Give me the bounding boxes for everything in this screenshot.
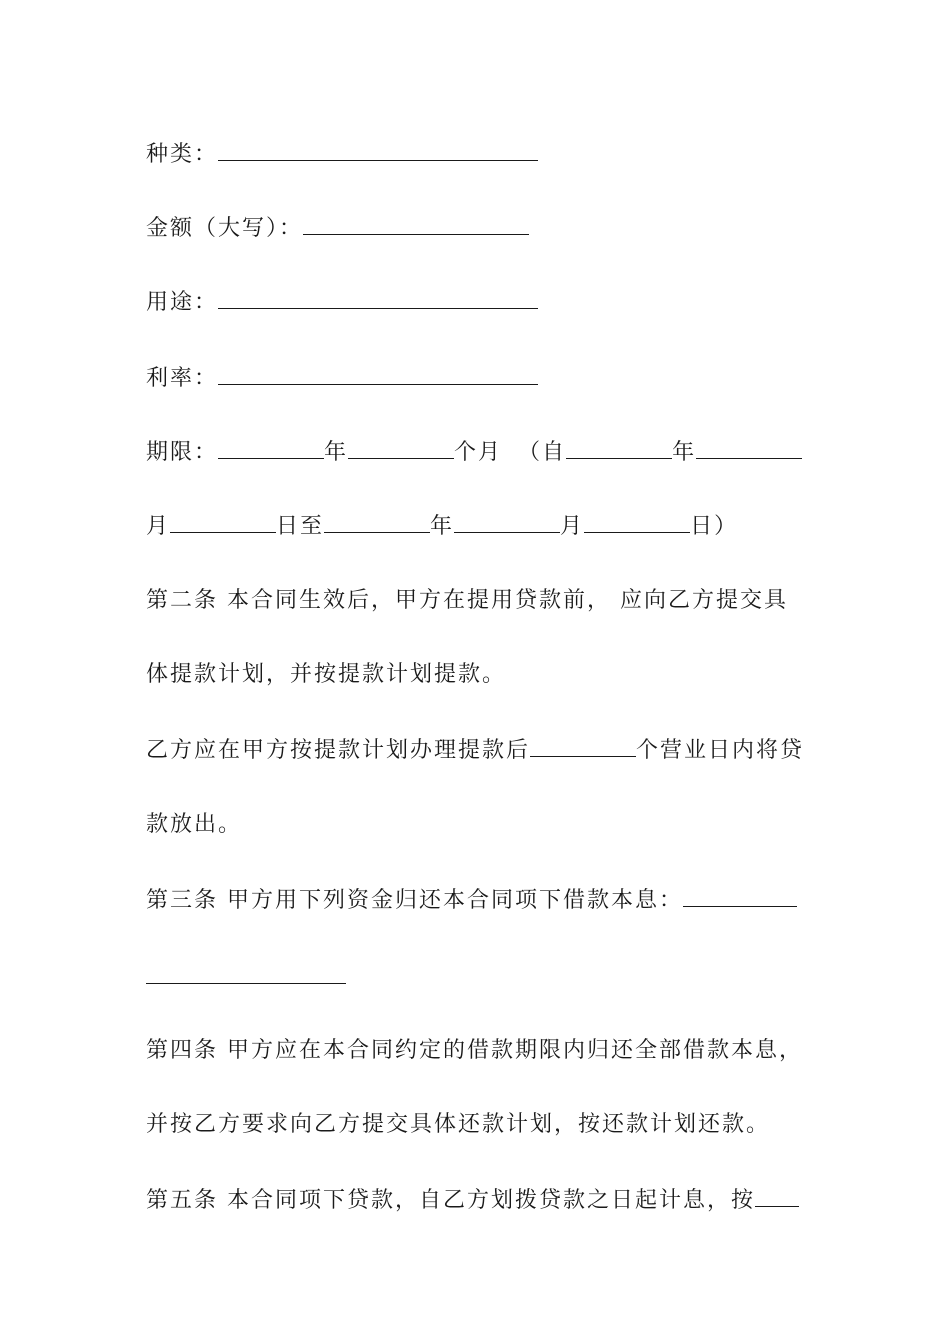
- term-months-char: 个月: [454, 440, 503, 465]
- end-year-blank[interactable]: [324, 510, 430, 533]
- start-day-blank[interactable]: [170, 510, 276, 533]
- type-label: 种类：: [146, 142, 219, 167]
- repayment-source-blank-cont[interactable]: [146, 982, 346, 984]
- article4-line1: 第四条 甲方应在本合同约定的借款期限内归还全部借款本息，: [146, 1038, 803, 1063]
- rate-field-row: [146, 362, 538, 394]
- day-to-char: 日至: [276, 514, 325, 539]
- rate-label: 利率：: [146, 366, 219, 391]
- term-from-char: （自: [518, 440, 567, 465]
- article5-line1: [146, 1184, 799, 1216]
- amount-label: 金额（大写）：: [146, 216, 304, 241]
- term-dates-row: [146, 510, 738, 542]
- purpose-label: 用途：: [146, 290, 219, 315]
- start-month-blank[interactable]: [696, 436, 802, 459]
- start-month-char: 月: [146, 514, 171, 539]
- purpose-blank[interactable]: [218, 286, 538, 309]
- amount-blank[interactable]: [303, 212, 529, 235]
- purpose-field-row: [146, 286, 538, 318]
- end-month-char: 月: [560, 514, 585, 539]
- article3-text: 第三条 甲方用下列资金归还本合同项下借款本息：: [146, 888, 683, 913]
- article2-line3: [146, 734, 804, 766]
- type-blank[interactable]: [218, 138, 538, 161]
- business-days-blank[interactable]: [530, 734, 636, 757]
- start-year-blank[interactable]: [566, 436, 672, 459]
- term-years-blank[interactable]: [218, 436, 324, 459]
- repayment-source-blank[interactable]: [683, 884, 797, 907]
- article2-line4: 款放出。: [146, 812, 243, 837]
- rate-blank[interactable]: [218, 362, 538, 385]
- type-field-row: [146, 138, 538, 170]
- day-close-char: 日）: [690, 514, 739, 539]
- article4-line2: 并按乙方要求向乙方提交具体还款计划，按还款计划还款。: [146, 1112, 771, 1137]
- article2-line2: 体提款计划，并按提款计划提款。: [146, 662, 507, 687]
- article5-text: 第五条 本合同项下贷款，自乙方划拨贷款之日起计息，按: [146, 1188, 755, 1213]
- term-field-row: [146, 436, 802, 468]
- term-months-blank[interactable]: [348, 436, 454, 459]
- amount-field-row: [146, 212, 529, 244]
- article2-line1: 第二条 本合同生效后，甲方在提用贷款前， 应向乙方提交具: [146, 588, 788, 613]
- interest-basis-blank[interactable]: [755, 1184, 799, 1207]
- start-year-char: 年: [672, 440, 697, 465]
- term-year-char: 年: [324, 440, 349, 465]
- end-year-char: 年: [430, 514, 455, 539]
- end-day-blank[interactable]: [584, 510, 690, 533]
- end-month-blank[interactable]: [454, 510, 560, 533]
- article2-line3-b: 个营业日内将贷: [636, 738, 805, 763]
- article3-line1: [146, 884, 797, 916]
- term-label: 期限：: [146, 440, 219, 465]
- article2-line3-a: 乙方应在甲方按提款计划办理提款后: [146, 738, 531, 763]
